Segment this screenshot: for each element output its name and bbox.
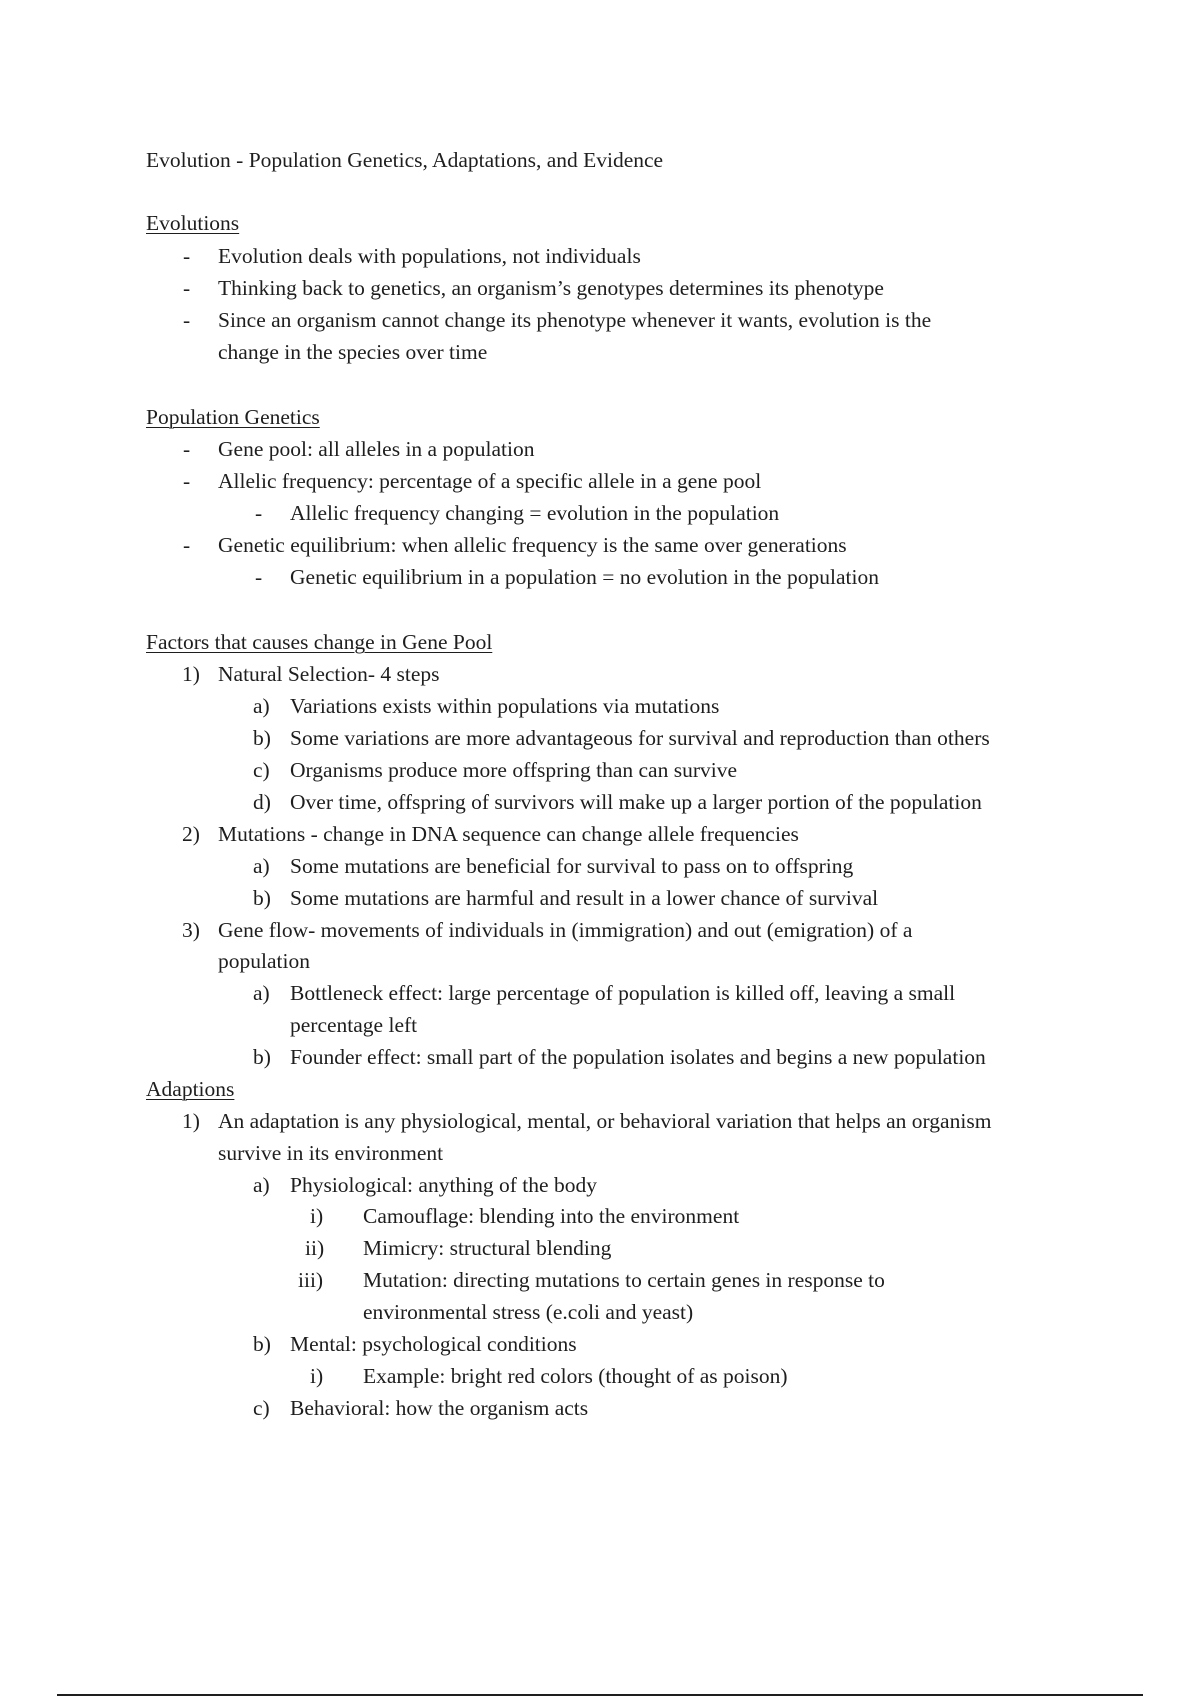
adaptions-item: An adaptation is any physiological, mental, or behavioral variation that helps an organism — [218, 1109, 992, 1133]
factors-subitem: Some variations are more advantageous for survival and reproduction than others — [290, 726, 990, 750]
factors-item-continued: population — [218, 949, 310, 973]
adaptions-subitem: Physiological: anything of the body — [290, 1173, 597, 1197]
population-genetics-item: Allelic frequency: percentage of a specific allele in a gene pool — [218, 469, 762, 493]
bullet-dash: - — [255, 501, 263, 525]
list-letter: b) — [253, 1045, 271, 1069]
list-roman: i) — [310, 1204, 324, 1228]
bullet-dash: - — [183, 308, 191, 332]
heading-population-genetics: Population Genetics — [146, 405, 320, 429]
list-letter: a) — [253, 1173, 270, 1197]
list-letter: a) — [253, 854, 270, 878]
adaptions-subsubitem: Mutation: directing mutations to certain genes in response to — [363, 1268, 885, 1292]
list-letter: c) — [253, 1396, 270, 1420]
bullet-dash: - — [183, 276, 191, 300]
evolutions-item-continued: change in the species over time — [218, 340, 488, 364]
factors-subitem-continued: percentage left — [290, 1013, 418, 1037]
bullet-dash: - — [183, 533, 191, 557]
factors-subitem: Organisms produce more offspring than can survive — [290, 758, 738, 782]
factors-item: Natural Selection- 4 steps — [218, 662, 440, 686]
list-roman: iii) — [298, 1268, 324, 1292]
heading-evolutions: Evolutions — [146, 211, 240, 235]
list-number: 1) — [182, 1109, 200, 1133]
list-number: 3) — [182, 918, 200, 942]
population-genetics-item: Gene pool: all alleles in a population — [218, 437, 535, 461]
list-number: 2) — [182, 822, 200, 846]
list-letter: c) — [253, 758, 270, 782]
factors-subitem: Founder effect: small part of the population isolates and begins a new population — [290, 1045, 986, 1069]
factors-subitem: Bottleneck effect: large percentage of population is killed off, leaving a small — [290, 981, 956, 1005]
bullet-dash: - — [183, 469, 191, 493]
population-genetics-subitem: Genetic equilibrium in a population = no evolution in the population — [290, 565, 879, 589]
evolutions-item: Evolution deals with populations, not individuals — [218, 244, 641, 268]
factors-item: Gene flow- movements of individuals in (immigration) and out (emigration) of a — [218, 918, 913, 942]
heading-factors: Factors that causes change in Gene Pool — [146, 630, 493, 654]
population-genetics-subitem: Allelic frequency changing = evolution in the population — [290, 501, 780, 525]
adaptions-subsubitem: Example: bright red colors (thought of as poison) — [363, 1364, 788, 1388]
factors-subitem: Some mutations are harmful and result in a lower chance of survival — [290, 886, 879, 910]
adaptions-subitem: Mental: psychological conditions — [290, 1332, 577, 1356]
bullet-dash: - — [183, 437, 191, 461]
bullet-dash: - — [255, 565, 263, 589]
list-roman: i) — [310, 1364, 324, 1388]
list-letter: d) — [253, 790, 271, 814]
evolutions-item: Thinking back to genetics, an organism’s genotypes determines its phenotype — [218, 276, 884, 300]
factors-subitem: Over time, offspring of survivors will make up a larger portion of the population — [290, 790, 982, 814]
page-bottom-rule — [57, 1694, 1143, 1696]
list-number: 1) — [182, 662, 200, 686]
heading-adaptions: Adaptions — [146, 1077, 235, 1101]
factors-subitem: Variations exists within populations via mutations — [290, 694, 720, 718]
document-title: Evolution - Population Genetics, Adaptations, and Evidence — [146, 148, 664, 172]
adaptions-subsubitem-continued: environmental stress (e.coli and yeast) — [363, 1300, 694, 1324]
list-letter: a) — [253, 694, 270, 718]
adaptions-item-continued: survive in its environment — [218, 1141, 444, 1165]
evolutions-item: Since an organism cannot change its phenotype whenever it wants, evolution is the — [218, 308, 932, 332]
adaptions-subitem: Behavioral: how the organism acts — [290, 1396, 589, 1420]
list-roman: ii) — [305, 1236, 325, 1260]
adaptions-subsubitem: Camouflage: blending into the environment — [363, 1204, 740, 1228]
list-letter: b) — [253, 726, 271, 750]
factors-subitem: Some mutations are beneficial for survival to pass on to offspring — [290, 854, 854, 878]
list-letter: b) — [253, 1332, 271, 1356]
adaptions-subsubitem: Mimicry: structural blending — [363, 1236, 612, 1260]
bullet-dash: - — [183, 244, 191, 268]
factors-item: Mutations - change in DNA sequence can change allele frequencies — [218, 822, 799, 846]
list-letter: a) — [253, 981, 270, 1005]
list-letter: b) — [253, 886, 271, 910]
population-genetics-item: Genetic equilibrium: when allelic frequency is the same over generations — [218, 533, 847, 557]
